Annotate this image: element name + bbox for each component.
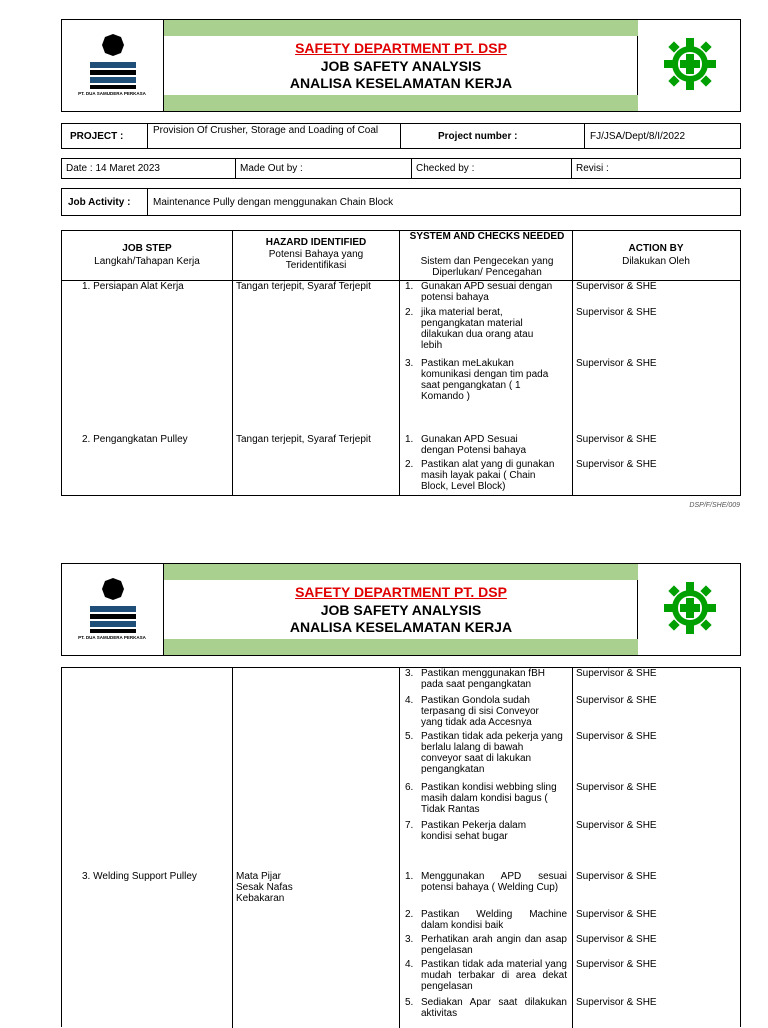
action-2-2: Supervisor & SHE [576, 459, 657, 470]
col-hazard: HAZARD IDENTIFIED [265, 237, 367, 248]
job-activity-value: Maintenance Pully dengan menggunakan Chain Block [153, 197, 394, 208]
step-3: 3. Welding Support Pulley [82, 871, 197, 882]
project-label: PROJECT : [70, 131, 124, 142]
dsp-logo-icon [88, 576, 138, 634]
logo-cell [62, 564, 164, 655]
title-safety-dept: SAFETY DEPARTMENT PT. DSP [295, 584, 507, 600]
job-activity-label: Job Activity : [68, 197, 131, 208]
date-field: Date : 14 Maret 2023 [66, 163, 160, 174]
action-3-5: Supervisor & SHE [576, 997, 657, 1008]
action-3-3: Supervisor & SHE [576, 934, 657, 945]
col-action-sub: Dilakukan Oleh [622, 256, 690, 267]
action-1-1: Supervisor & SHE [576, 281, 657, 292]
step-1: 1. Persiapan Alat Kerja [82, 281, 184, 292]
page1-header [61, 19, 741, 112]
action-3-4: Supervisor & SHE [576, 959, 657, 970]
green-band-bottom [164, 95, 638, 111]
info-row [61, 158, 741, 179]
action-1-2: Supervisor & SHE [576, 307, 657, 318]
green-band-bottom [164, 639, 638, 655]
col-hazard-sub: Potensi Bahaya yang Teridentifikasi [268, 249, 364, 271]
made-out-by-field: Made Out by : [240, 163, 303, 174]
project-value: Provision Of Crusher, Storage and Loading of Coal [153, 125, 379, 136]
green-band-top [164, 20, 638, 36]
title-jsa: JOB SAFETY ANALYSIS [320, 602, 482, 618]
hazard-3-line-1: Mata Pijar [236, 871, 282, 882]
checked-by-field: Checked by : [416, 163, 475, 174]
col-system: SYSTEM AND CHECKS NEEDED [409, 231, 565, 242]
action-3-1: Supervisor & SHE [576, 871, 657, 882]
title-analisa: ANALISA KESELAMATAN KERJA [289, 619, 513, 635]
col-job-step-sub: Langkah/Tahapan Kerja [94, 256, 200, 267]
title-jsa: JOB SAFETY ANALYSIS [320, 58, 482, 74]
logo-cell [62, 20, 164, 111]
dsp-logo-icon [88, 32, 138, 90]
col-system-sub: Sistem dan Pengecekan yang Diperlukan/ Pencegahan [420, 256, 554, 278]
action-cont-5: Supervisor & SHE [576, 731, 657, 742]
project-number-label: Project number : [438, 131, 518, 142]
hazard-2: Tangan terjepit, Syaraf Terjepit [236, 434, 371, 445]
project-number-value: FJ/JSA/Dept/8/I/2022 [590, 131, 686, 142]
form-code: DSP/F/SHE/009 [689, 502, 740, 509]
revisi-field: Revisi : [576, 163, 609, 174]
company-caption: PT. DUA SAMUDERA PERKASA [78, 635, 146, 640]
project-row [61, 123, 741, 149]
action-cont-6: Supervisor & SHE [576, 782, 657, 793]
title-cell [164, 20, 638, 111]
title-analisa: ANALISA KESELAMATAN KERJA [289, 75, 513, 91]
hazard-3-line-2: Sesak Nafas [236, 882, 293, 893]
green-band-top [164, 564, 638, 580]
title-safety-dept: SAFETY DEPARTMENT PT. DSP [295, 40, 507, 56]
action-cont-7: Supervisor & SHE [576, 820, 657, 831]
green-safety-cross-icon [662, 34, 718, 94]
col-job-step: JOB STEP [122, 243, 172, 254]
step-2: 2. Pengangkatan Pulley [82, 434, 188, 445]
jsa-table-page1: JOB STEP Langkah/Tahapan Kerja HAZARD IDENTIFIED Potensi Bahaya yang Teridentifikasi SYSTEM AND CHECKS NEEDED Sistem dan Pengecekan yang Diperlukan/ Pencegahan ACTION BY Dilakukan Oleh 1. Persiapan Alat Kerja Tangan terjepit, Syaraf Terjepit 1. Gunakan APD sesuai dengan potensi bahaya 2. jika material berat, pengangkatan material dilakukan dua orang atau lebih 3. Pastikan meLakukan komunikasi dengan tim pada saat pengangkatan ( 1 Komando ) Supervisor & SHE Supervisor & SHE Supervisor & SHE 2. Pengangkatan Pulley Tangan terjepit, Syaraf Terjepit 1. Gunakan APD Sesuai dengan Potensi bahaya 2. Pastikan alat yang di gunakan masih layak pakai ( Chain Block, Level Block) Supervisor & SHE Supervisor & SHE [61, 230, 741, 496]
table-header [62, 231, 740, 281]
action-3-2: Supervisor & SHE [576, 909, 657, 920]
page2-header [61, 563, 741, 656]
title-cell [164, 564, 638, 655]
jsa-table-page2: 3. Pastikan menggunakan fBH pada saat pengangkatan 4. Pastikan Gondola sudah terpasang di sisi Conveyor yang tidak ada Accesnya 5. Pastikan tidak ada pekerja yang berlalu lalang di bawah conveyor saat di lakukan pengangkatan 6. Pastikan kondisi webbing sling masih dalam kondisi bagus ( Tidak Rantas 7. Pastikan Pekerja dalam kondisi sehat bugar Supervisor & SHE Supervisor & SHE Supervisor & SHE Supervisor & SHE Supervisor & SHE 3. Welding Support Pulley Mata Pijar Sesak Nafas Kebakaran 1. Menggunakan APD sesuai potensi bahaya ( Welding Cup) 2. Pastikan Welding Machine dalam kondisi baik 3. Perhatikan arah angin dan asap pengelasan 4. Pastikan tidak ada material yang mudah terbakar di area dekat pengelasan 5. Sediakan Apar saat dilakukan aktivitas Supervisor & SHE Supervisor & SHE Supervisor & SHE Supervisor & SHE Supervisor & SHE [61, 667, 741, 1027]
safety-icon-cell [638, 564, 740, 655]
job-activity-row [61, 188, 741, 216]
action-1-3: Supervisor & SHE [576, 358, 657, 369]
hazard-3-line-3: Kebakaran [236, 893, 285, 904]
green-safety-cross-icon [662, 578, 718, 638]
action-cont-3: Supervisor & SHE [576, 668, 657, 679]
col-action: ACTION BY [628, 243, 684, 254]
action-2-1: Supervisor & SHE [576, 434, 657, 445]
company-caption: PT. DUA SAMUDERA PERKASA [78, 91, 146, 96]
hazard-1: Tangan terjepit, Syaraf Terjepit [236, 281, 371, 292]
action-cont-4: Supervisor & SHE [576, 695, 657, 706]
safety-icon-cell [638, 20, 740, 111]
